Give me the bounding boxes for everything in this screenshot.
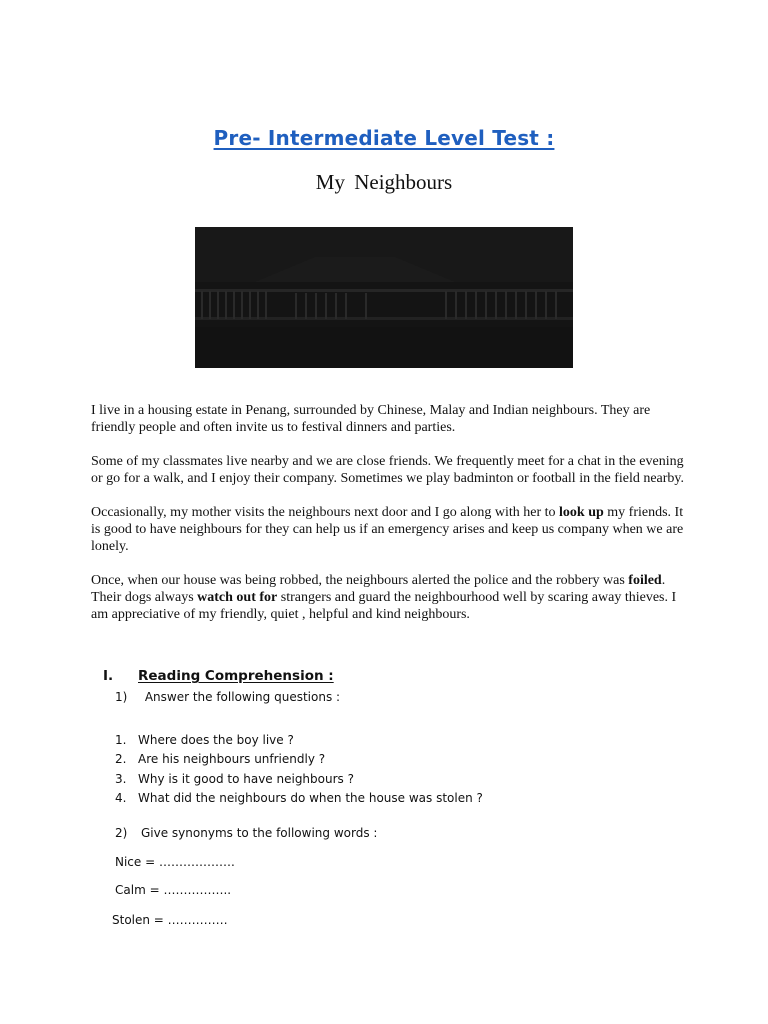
- passage-paragraph-1: I live in a housing estate in Penang, surrounded by Chinese, Malay and Indian neighbours. They are friendly people and often invite us to festival dinners and parties.: [91, 403, 651, 435]
- synonym-stolen: Stolen = ……………: [112, 913, 228, 927]
- reading-passage: [91, 402, 691, 640]
- question-text: Are his neighbours unfriendly ?: [138, 752, 326, 767]
- passage-paragraph-3: [91, 504, 691, 555]
- question-text: Where does the boy live ?: [138, 733, 294, 747]
- list-item: [115, 770, 483, 789]
- neighbourhood-photo: [195, 227, 573, 368]
- section-label: Reading Comprehension :: [138, 668, 334, 684]
- part-1-label: Answer the following questions :: [141, 690, 341, 704]
- passage-text: Occasionally, my mother visits the neighbours next door and I go along with her to: [91, 505, 560, 520]
- part-2-heading: [115, 826, 377, 840]
- question-text: What did the neighbours do when the house was stolen ?: [138, 790, 483, 805]
- passage-text: Once, when our house was being robbed, the neighbours alerted the police and the robbery was: [91, 573, 629, 588]
- passage-text: strangers and guard the neighbourhood well by scaring away thieves. I am appreciative of my friendly, quiet , helpful and kind neighbours.: [91, 590, 677, 622]
- part-1-heading: [115, 690, 340, 704]
- question-list: [115, 731, 483, 808]
- passage-text: . Their dogs always: [91, 573, 666, 605]
- vocab-foiled: foiled: [628, 573, 662, 588]
- question-number: 4.: [115, 790, 127, 805]
- test-title: Pre- Intermediate Level Test :: [213, 126, 555, 150]
- question-number: 3.: [115, 771, 127, 786]
- passage-paragraph-4: [91, 572, 691, 623]
- section-number: I.: [103, 668, 114, 684]
- passage-title: My Neighbours: [315, 170, 453, 194]
- part-2-number: 2): [115, 826, 128, 840]
- question-number: 1.: [115, 733, 127, 747]
- part-2-label: Give synonyms to the following words :: [141, 826, 378, 840]
- question-text: Why is it good to have neighbours ?: [138, 771, 354, 786]
- question-number: 2.: [115, 752, 127, 767]
- vocab-look-up: look up: [559, 505, 604, 520]
- synonym-calm: Calm = ……………..: [115, 883, 232, 897]
- list-item: [115, 731, 483, 750]
- section-heading: [103, 668, 334, 684]
- part-1-number: 1): [115, 690, 128, 704]
- passage-paragraph-2: Some of my classmates live nearby and we are close friends. We frequently meet for a chat in the evening or go for a walk, and I enjoy their company. Sometimes we play badminton or football in the field nearby.: [91, 454, 685, 486]
- passage-text: my friends. It is good to have neighbours for they can help us if an emergency arises and keep us company when we are lonely.: [91, 505, 684, 554]
- vocab-watch-out-for: watch out for: [197, 590, 278, 605]
- list-item: [115, 789, 483, 808]
- synonym-nice: Nice = ……………….: [115, 855, 235, 869]
- list-item: [115, 750, 483, 769]
